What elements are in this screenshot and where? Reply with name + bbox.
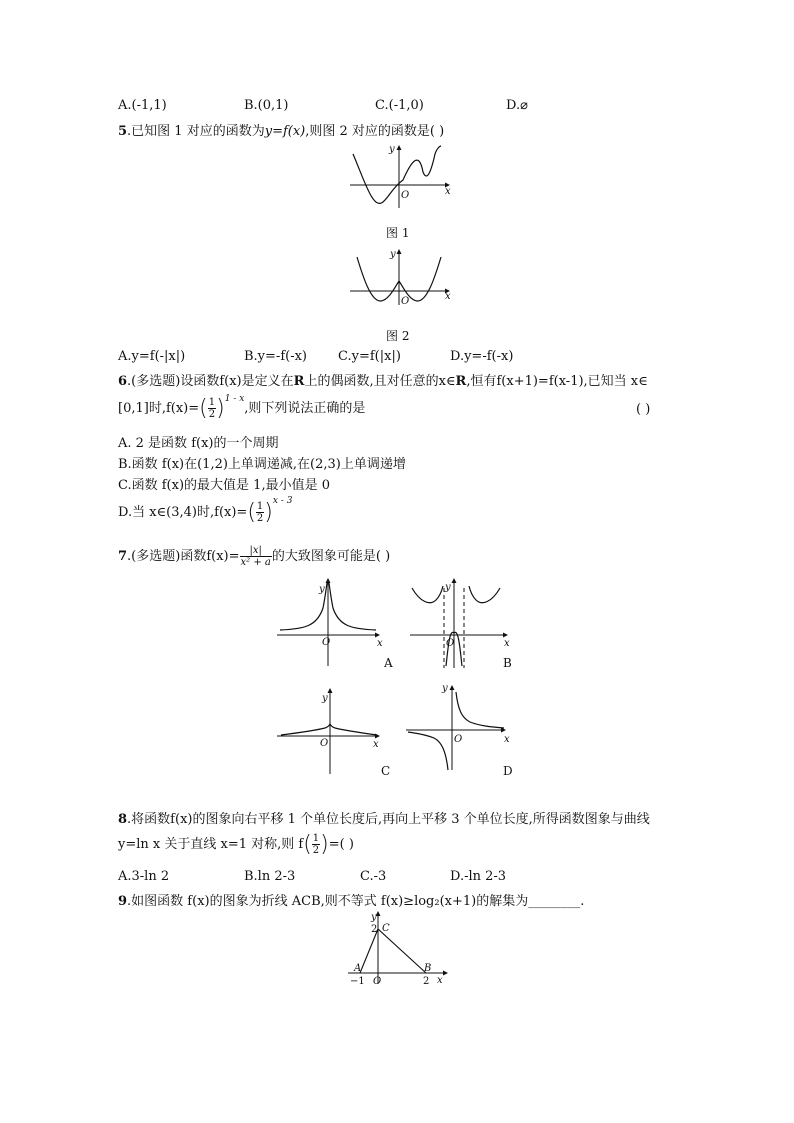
fig2-x-label: x — [445, 291, 451, 302]
q6-option-d-fraction: $\frac{1}{2}$ — [256, 501, 264, 524]
q4-option-c: C.(-1,0) — [375, 98, 424, 113]
q6-number: 6 — [118, 374, 128, 389]
q4-option-d: D.⌀ — [506, 98, 528, 113]
q7c-origin: O — [320, 738, 329, 749]
q6-stem-line1 — [118, 370, 648, 389]
q7b-origin: O — [446, 638, 455, 649]
q7d-y-label: y — [442, 683, 448, 694]
q5-stem-pre: .已知图 1 对应的函数为 — [127, 124, 265, 139]
figure-1-graph — [345, 142, 455, 212]
q6-fraction: $\frac{1}{2}$ — [208, 397, 216, 420]
q7c-y-label: y — [322, 693, 328, 704]
q9-x-tick-2: 2 — [423, 976, 430, 987]
q5-stem — [118, 120, 444, 139]
q6-stem-r: R — [293, 374, 305, 389]
q7a-origin: O — [322, 637, 331, 648]
q6-option-d: D.当 x∈(3,4)时,f(x)=( $\frac{1}{2}$ )$^{x - 3}$ — [118, 495, 293, 525]
q5-option-b: B.y=-f(-x) — [244, 349, 307, 364]
q8-option-b: B.ln 2-3 — [244, 869, 296, 884]
q9-x-label: x — [437, 975, 443, 986]
q8-stem-2: y=ln x 关于直线 x=1 对称,则 f — [118, 837, 304, 852]
q7c-x-label: x — [373, 739, 379, 750]
q9-origin: O — [373, 976, 382, 987]
q6-stem-line2: [0,1]时,f(x)=( $\frac{1}{2}$ )$^{1 - x}$,则下列说法正确的是 — [118, 393, 366, 421]
figure-2-graph — [345, 247, 455, 307]
q5-option-d: D.y=-f(-x) — [450, 349, 514, 364]
q6-stem-3: ,恒有f(x+1)=f(x-1),已知当 x∈ — [466, 374, 648, 389]
q8-stem-3: =( ) — [328, 837, 354, 852]
q6-stem-5: ,则下列说法正确的是 — [244, 401, 366, 416]
q4-option-a: A.(-1,1) — [118, 98, 167, 113]
q6-option-d-text: D.当 x∈(3,4)时,f(x)= — [118, 505, 248, 520]
q6-exponent-1: 1 - x — [224, 393, 245, 404]
q5-stem-post: ,则图 2 对应的函数是( ) — [305, 124, 445, 139]
q6-tag: .(多选题) — [127, 374, 181, 389]
q6-stem-r2: R — [455, 374, 467, 389]
q9-point-b: B — [424, 963, 432, 974]
q6-option-a: A. 2 是函数 f(x)的一个周期 — [118, 436, 279, 451]
q9-x-tick-neg1: −1 — [350, 976, 365, 987]
q8-stem-line2: y=ln x 关于直线 x=1 对称,则 f( $\frac{1}{2}$ )=( ) — [118, 832, 354, 857]
q5-stem-y: y=f(x) — [264, 124, 306, 139]
q7-graph-a — [275, 578, 385, 668]
q7-label-c: C — [381, 764, 391, 778]
q7-label-d: D — [503, 764, 513, 778]
q7-stem — [118, 545, 390, 568]
q8-option-c: C.-3 — [360, 869, 387, 884]
q7-graph-c — [275, 688, 385, 776]
q9-point-a: A — [354, 963, 362, 974]
q4-option-b: B.(0,1) — [244, 98, 289, 113]
q7-graph-d — [404, 682, 512, 774]
q7-graph-b — [408, 578, 508, 670]
q6-stem-4: [0,1]时,f(x)= — [118, 401, 200, 416]
q8-option-a: A.3-ln 2 — [118, 869, 170, 884]
q7d-origin: O — [454, 734, 463, 745]
q9-y-tick-2: 2 — [371, 924, 378, 935]
q6-answer-paren: ( ) — [636, 402, 651, 417]
q7-number: 7 — [118, 549, 128, 564]
q7a-x-label: x — [377, 638, 383, 649]
q7-label-a: A — [384, 656, 393, 670]
q7-fraction: $\frac{|x|}{\text{x² + a}}$ — [240, 545, 271, 568]
q8-number: 8 — [118, 812, 128, 827]
q7-tag: .(多选题) — [127, 549, 181, 564]
q5-option-a: A.y=f(-|x|) — [118, 349, 186, 364]
q6-exponent-2: x - 3 — [272, 495, 293, 506]
q6-stem-1: 设函数f(x)是定义在 — [180, 374, 294, 389]
q7-label-b: B — [503, 656, 512, 670]
q7b-y-label: y — [445, 582, 451, 593]
q5-option-c: C.y=f(|x|) — [338, 349, 401, 364]
figure-1-caption: 图 1 — [386, 226, 410, 240]
q9-stem-text: .如图函数 f(x)的图象为折线 ACB,则不等式 f(x)≥log₂(x+1)的解集为________. — [127, 894, 585, 909]
q8-stem-line1 — [118, 808, 650, 827]
q9-number: 9 — [118, 894, 128, 909]
fig2-origin: O — [401, 296, 410, 307]
fig1-y-label: y — [389, 144, 395, 155]
q7-stem-pre: 函数f(x)= — [180, 549, 240, 564]
fig2-y-label: y — [390, 249, 396, 260]
q6-option-c: C.函数 f(x)的最大值是 1,最小值是 0 — [118, 478, 330, 493]
fig1-origin: O — [401, 190, 410, 201]
q9-point-c: C — [382, 923, 390, 934]
fig1-x-label: x — [445, 186, 451, 197]
figure-2-caption: 图 2 — [386, 329, 410, 343]
q6-option-b: B.函数 f(x)在(1,2)上单调递减,在(2,3)上单调递增 — [118, 457, 406, 472]
q6-stem-2: 上的偶函数,且对任意的x∈ — [304, 374, 456, 389]
q8-fraction: $\frac{1}{2}$ — [312, 833, 320, 856]
q7-stem-post: 的大致图象可能是( ) — [271, 549, 391, 564]
q9-y-label: y — [371, 912, 377, 923]
q8-option-d: D.-ln 2-3 — [450, 869, 507, 884]
q9-figure — [346, 910, 456, 988]
q9-stem — [118, 890, 584, 909]
q7a-y-label: y — [319, 584, 325, 595]
q8-stem-1: .将函数f(x)的图象向右平移 1 个单位长度后,再向上平移 3 个单位长度,所得函数图象与曲线 — [127, 812, 650, 827]
q7b-x-label: x — [504, 638, 510, 649]
q7d-x-label: x — [504, 734, 510, 745]
q5-number: 5 — [118, 124, 128, 139]
